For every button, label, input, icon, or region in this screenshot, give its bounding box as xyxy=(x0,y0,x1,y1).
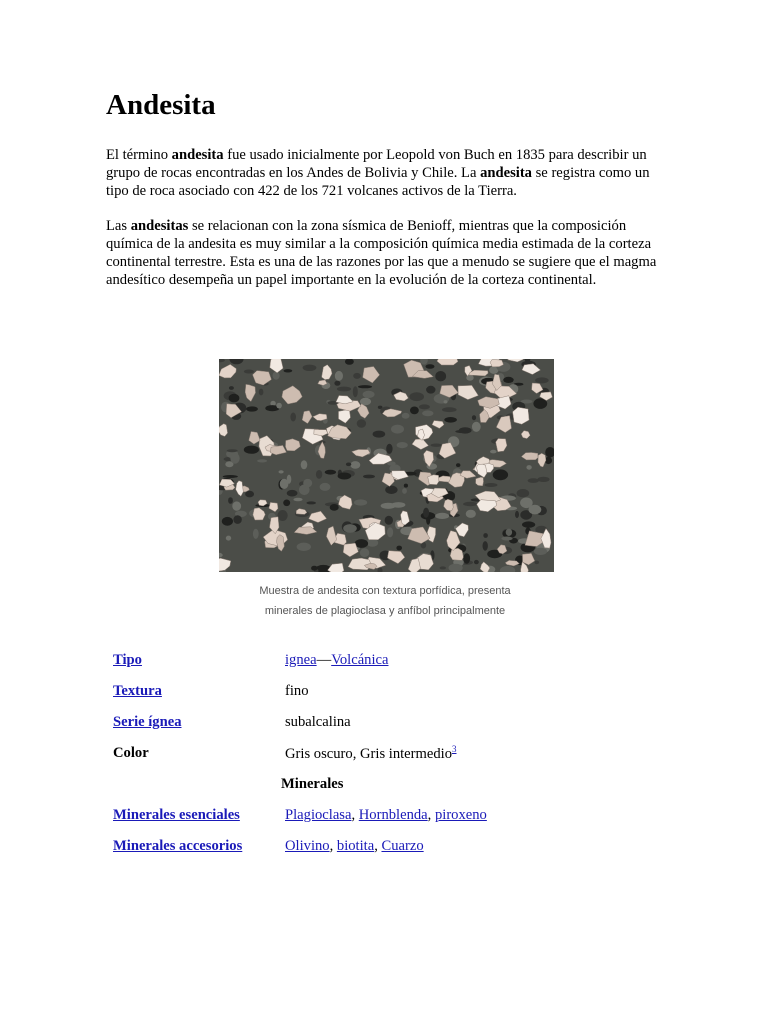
infobox-row-accesorios: Minerales accesorios Olivino, biotita, Cuarzo xyxy=(113,838,424,854)
cuarzo-link[interactable]: Cuarzo xyxy=(381,838,424,854)
minerales-heading: Minerales xyxy=(281,776,344,792)
color-value: Gris oscuro, Gris intermedio xyxy=(285,745,452,762)
reference-link[interactable]: 3 xyxy=(452,744,457,755)
serie-value: subalcalina xyxy=(285,714,351,730)
ignea-link[interactable]: ignea xyxy=(285,652,317,668)
article-title: Andesita xyxy=(106,89,216,121)
infobox-row-textura xyxy=(106,676,585,707)
olivino-link[interactable]: Olivino xyxy=(285,838,330,854)
bold-term: andesita xyxy=(171,147,224,163)
plagioclasa-link[interactable]: Plagioclasa xyxy=(285,807,352,823)
intro-paragraph-1: El término andesita fue usado inicialmente por Leopold von Buch en 1835 para describir un grupo de rocas encontradas en los Andes de Bolivia y Chile. La andesita se registra como un tipo de roca asociado con 422 de los 721 volcanes activos de la Tierra. xyxy=(106,147,650,199)
infobox-row-esenciales: Minerales esenciales Plagioclasa, Hornblenda, piroxeno xyxy=(113,807,487,823)
andesite-sample-image xyxy=(219,359,554,572)
infobox-table xyxy=(106,645,585,862)
biotita-link[interactable]: biotita xyxy=(336,838,375,854)
infobox-row-tipo: Tipo ignea—Volcánica xyxy=(113,652,389,668)
volcanica-link[interactable]: Volcánica xyxy=(331,652,389,668)
infobox-row-serie xyxy=(106,707,585,738)
textura-link[interactable]: Textura xyxy=(113,683,162,699)
bold-term: andesitas xyxy=(130,218,189,234)
hornblenda-link[interactable]: Hornblenda xyxy=(358,807,428,823)
intro-paragraph-2: Las andesitas se relacionan con la zona sísmica de Benioff, mientras que la composición química de la andesita es muy similar a la composición química media estimada de la corteza continental terrestre. Esta es una de las razones por las que a menudo se sugiere que el magma andesítico desempeña un papel importante en la evolución de la corteza continental. xyxy=(106,218,657,288)
piroxeno-link[interactable]: piroxeno xyxy=(434,807,487,823)
figure-caption-line-2: minerales de plagioclasa y anfíbol principalmente xyxy=(264,605,506,617)
rock-texture xyxy=(219,359,554,572)
textura-value: fino xyxy=(285,683,309,699)
minerales-accesorios-link[interactable]: Minerales accesorios xyxy=(113,838,243,854)
infobox-section-minerales xyxy=(106,769,585,800)
figure-caption-line-1: Muestra de andesita con textura porfídica, presenta xyxy=(259,585,511,597)
color-label: Color xyxy=(113,745,149,761)
serie-ignea-link[interactable]: Serie ígnea xyxy=(113,714,182,730)
tipo-link[interactable]: Tipo xyxy=(113,652,142,668)
infobox-row-color xyxy=(106,738,585,769)
bold-term: andesita xyxy=(480,165,532,181)
minerales-esenciales-link[interactable]: Minerales esenciales xyxy=(113,807,240,823)
